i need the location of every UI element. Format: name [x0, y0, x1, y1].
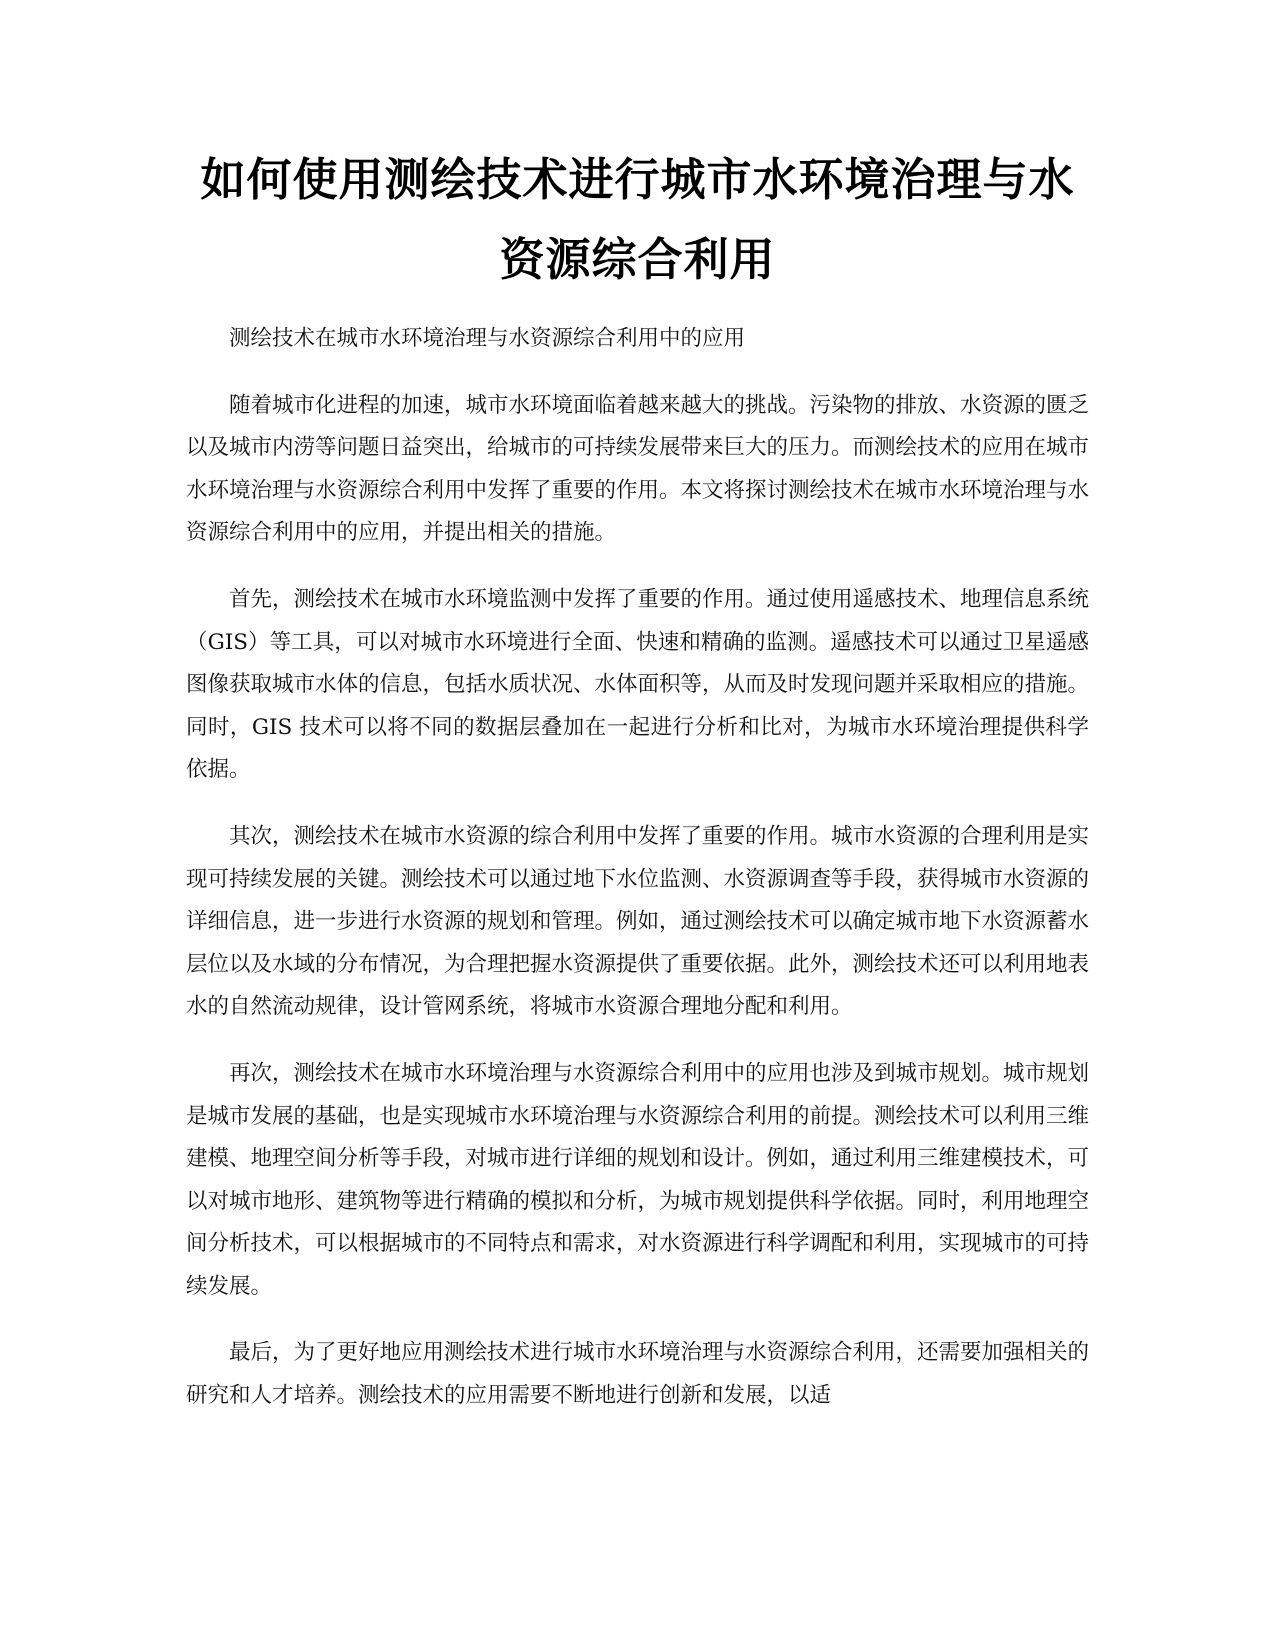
document-body [186, 318, 1089, 1442]
paragraph-subtitle: 测绘技术在城市水环境治理与水资源综合利用中的应用 [229, 326, 746, 351]
paragraph-monitoring: 首先，测绘技术在城市水环境监测中发挥了重要的作用。通过使用遥感技术、地理信息系统（GIS）等工具，可以对城市水环境进行全面、快速和精确的监测。遥感技术可以通过卫星遥感图像获取城市水体的信息，包括水质状况、水体面积等，从而及时发现问题并采取相应的措施。同时，GIS 技术可以将不同的数据层叠加在一起进行分析和比对，为城市水环境治理提供科学依据。 [186, 586, 1090, 783]
paragraph-conclusion: 最后，为了更好地应用测绘技术进行城市水环境治理与水资源综合利用，还需要加强相关的研究和人才培养。测绘技术的应用需要不断地进行创新和发展，以适 [186, 1340, 1090, 1409]
paragraph-urban-planning: 再次，测绘技术在城市水环境治理与水资源综合利用中的应用也涉及到城市规划。城市规划是城市发展的基础，也是实现城市水环境治理与水资源综合利用的前提。测绘技术可以利用三维建模、地理空间分析等手段，对城市进行详细的规划和设计。例如，通过利用三维建模技术，可以对城市地形、建筑物等进行精确的模拟和分析，为城市规划提供科学依据。同时，利用地理空间分析技术，可以根据城市的不同特点和需求，对水资源进行科学调配和利用，实现城市的可持续发展。 [186, 1060, 1090, 1299]
paragraph-water-resources: 其次，测绘技术在城市水资源的综合利用中发挥了重要的作用。城市水资源的合理利用是实现可持续发展的关键。测绘技术可以通过地下水位监测、水资源调查等手段，获得城市水资源的详细信息，进一步进行水资源的规划和管理。例如，通过测绘技术可以确定城市地下水资源蓄水层位以及水域的分布情况，为合理把握水资源提供了重要依据。此外，测绘技术还可以利用地表水的自然流动规律，设计管网系统，将城市水资源合理地分配和利用。 [186, 823, 1090, 1020]
paragraph-intro: 随着城市化进程的加速，城市水环境面临着越来越大的挑战。污染物的排放、水资源的匮乏以及城市内涝等问题日益突出，给城市的可持续发展带来巨大的压力。而测绘技术的应用在城市水环境治理与水资源综合利用中发挥了重要的作用。本文将探讨测绘技术在城市水环境治理与水资源综合利用中的应用，并提出相关的措施。 [186, 392, 1090, 546]
document-title: 如何使用测绘技术进行城市水环境治理与水资源综合利用 [200, 153, 1075, 286]
